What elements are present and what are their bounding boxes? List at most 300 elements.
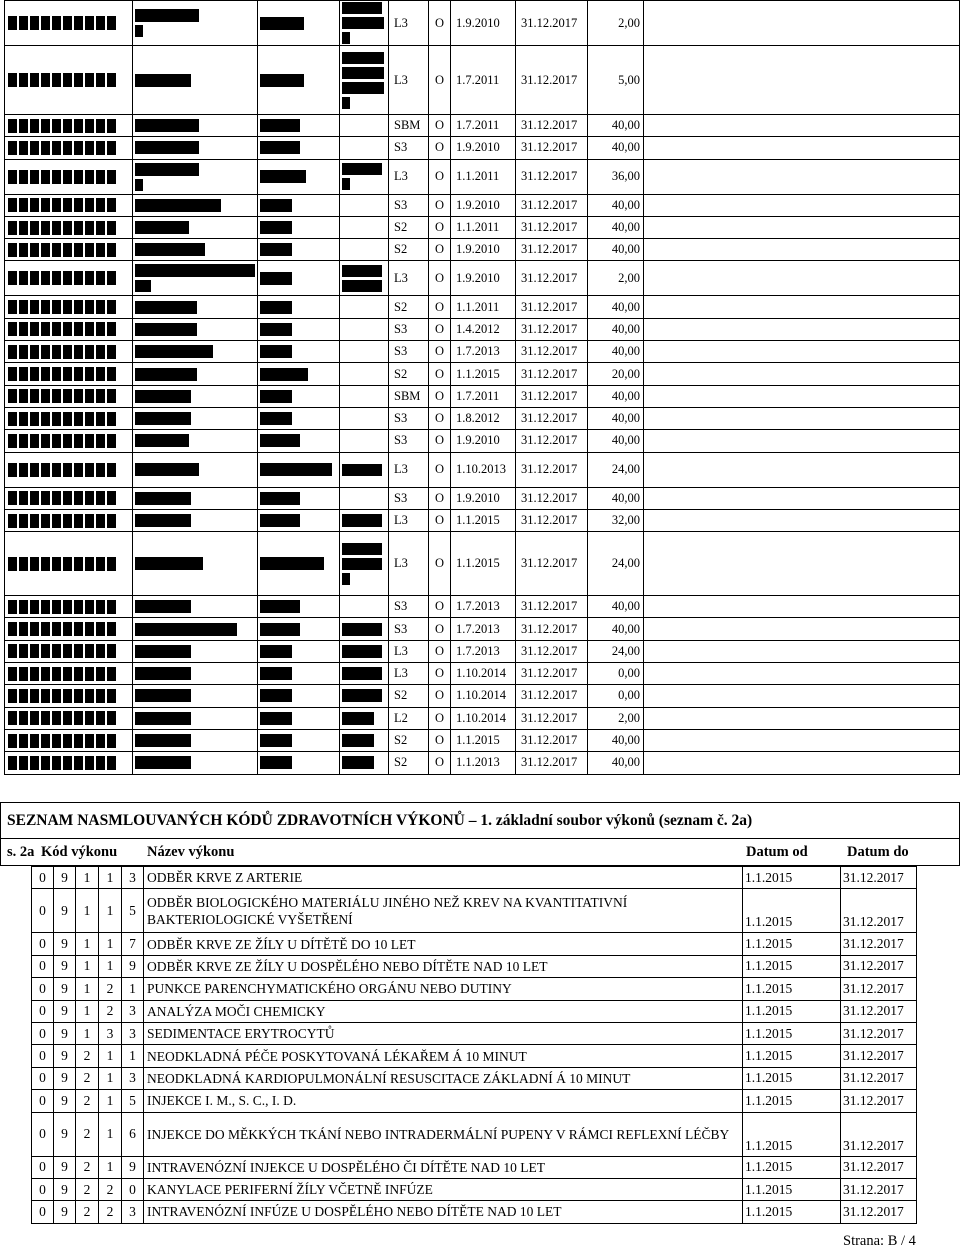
redacted-id-cell: [5, 487, 133, 509]
staff-type: O: [429, 159, 451, 194]
staff-type: O: [429, 239, 451, 261]
redacted-digit: [19, 689, 28, 703]
staff-category: S3: [389, 487, 429, 509]
staff-row: [5, 194, 960, 216]
staff-row: [5, 1, 960, 46]
redacted-digit: [41, 412, 50, 426]
staff-empty-cell: [644, 532, 960, 596]
staff-date-to: 31.12.2017: [516, 618, 588, 640]
redacted-digit: [19, 491, 28, 505]
redacted-digit: [41, 243, 50, 257]
staff-date-from: 1.1.2011: [451, 296, 516, 318]
staff-date-to: 31.12.2017: [516, 532, 588, 596]
redacted-extra: [342, 52, 384, 64]
redacted-digit: [8, 644, 17, 658]
redacted-id-cell: [5, 430, 133, 452]
redacted-digit: [19, 514, 28, 528]
staff-row: [5, 752, 960, 774]
redacted-title: [260, 17, 304, 30]
redacted-digit: [30, 170, 39, 184]
redacted-digit: [63, 221, 72, 235]
staff-category: S2: [389, 685, 429, 707]
redacted-digit: [85, 170, 94, 184]
staff-type: O: [429, 707, 451, 729]
redacted-name-cell: [133, 707, 258, 729]
redacted-digit: [41, 73, 50, 87]
redacted-title-cell: [258, 596, 340, 618]
staff-empty-cell: [644, 194, 960, 216]
redacted-digit: [107, 322, 116, 336]
redacted-digit: [85, 557, 94, 571]
redacted-digit: [107, 557, 116, 571]
redacted-digit: [19, 221, 28, 235]
staff-hours: 40,00: [588, 729, 644, 751]
staff-date-from: 1.1.2015: [451, 729, 516, 751]
code-digit: 1: [76, 889, 99, 933]
redacted-extra-cell: [340, 596, 389, 618]
redacted-digit: [107, 243, 116, 257]
redacted-digit: [74, 667, 83, 681]
redacted-digit: [63, 198, 72, 212]
staff-date-from: 1.7.2013: [451, 596, 516, 618]
redacted-digit: [8, 514, 17, 528]
redacted-digit: [52, 271, 61, 285]
staff-type: O: [429, 487, 451, 509]
redacted-digit: [19, 345, 28, 359]
redacted-digit: [96, 514, 105, 528]
staff-date-to: 31.12.2017: [516, 707, 588, 729]
redacted-name: [135, 25, 143, 37]
staff-type: O: [429, 115, 451, 137]
redacted-extra-cell: [340, 1, 389, 46]
redacted-digit: [52, 412, 61, 426]
staff-category: L3: [389, 509, 429, 531]
redacted-id-cell: [5, 115, 133, 137]
redacted-id-cell: [5, 707, 133, 729]
redacted-id-cell: [5, 296, 133, 318]
redacted-extra: [342, 543, 382, 555]
staff-date-to: 31.12.2017: [516, 729, 588, 751]
staff-category: L3: [389, 46, 429, 115]
redacted-digit: [8, 434, 17, 448]
redacted-digit: [8, 221, 17, 235]
redacted-digit: [41, 434, 50, 448]
redacted-digit: [96, 711, 105, 725]
redacted-digit: [63, 16, 72, 30]
redacted-digit: [8, 667, 17, 681]
staff-date-to: 31.12.2017: [516, 216, 588, 238]
redacted-digit: [41, 198, 50, 212]
procedure-date-from: 1.1.2015: [743, 955, 841, 977]
redacted-id-cell: [5, 532, 133, 596]
redacted-id-cell: [5, 407, 133, 429]
code-digit: 0: [122, 1178, 144, 1200]
redacted-digit: [85, 243, 94, 257]
redacted-digit: [107, 644, 116, 658]
redacted-digit: [63, 434, 72, 448]
redacted-extra-cell: [340, 752, 389, 774]
redacted-digit: [52, 300, 61, 314]
staff-hours: 40,00: [588, 216, 644, 238]
redacted-name: [135, 514, 191, 527]
redacted-digit: [74, 689, 83, 703]
redacted-digit: [85, 667, 94, 681]
redacted-digit: [85, 514, 94, 528]
redacted-digit: [52, 557, 61, 571]
section-title: SEZNAM NASMLOUVANÝCH KÓDŮ ZDRAVOTNÍCH VÝKONŮ – 1. základní soubor výkonů (seznam č. 2a): [0, 802, 960, 838]
redacted-extra-cell: [340, 532, 389, 596]
redacted-digit: [63, 734, 72, 748]
redacted-extra-cell: [340, 385, 389, 407]
redacted-digit: [19, 322, 28, 336]
redacted-title: [260, 272, 292, 285]
code-digit: 9: [54, 1156, 76, 1178]
redacted-digit: [19, 73, 28, 87]
redacted-digit: [30, 345, 39, 359]
redacted-digit: [96, 463, 105, 477]
procedure-row: [32, 1090, 917, 1112]
redacted-digit: [8, 16, 17, 30]
staff-date-to: 31.12.2017: [516, 685, 588, 707]
redacted-id-cell: [5, 685, 133, 707]
procedure-name: NEODKLADNÁ KARDIOPULMONÁLNÍ RESUSCITACE ZÁKLADNÍ Á 10 MINUT: [144, 1067, 743, 1089]
redacted-extra: [342, 178, 350, 190]
procedure-date-from: 1.1.2015: [743, 1156, 841, 1178]
staff-hours: 24,00: [588, 640, 644, 662]
code-digit: 0: [32, 1022, 54, 1044]
staff-category: SBM: [389, 115, 429, 137]
redacted-digit: [85, 16, 94, 30]
redacted-digit: [8, 412, 17, 426]
redacted-extra-cell: [340, 487, 389, 509]
redacted-digit: [85, 300, 94, 314]
redacted-digit: [96, 756, 105, 770]
redacted-digit: [52, 198, 61, 212]
staff-row: [5, 159, 960, 194]
redacted-title-cell: [258, 385, 340, 407]
redacted-title: [260, 301, 292, 314]
redacted-digit: [107, 73, 116, 87]
redacted-digit: [63, 367, 72, 381]
staff-date-to: 31.12.2017: [516, 115, 588, 137]
staff-empty-cell: [644, 407, 960, 429]
staff-hours: 36,00: [588, 159, 644, 194]
redacted-name: [135, 689, 191, 702]
redacted-name: [135, 199, 221, 212]
procedure-name: PUNKCE PARENCHYMATICKÉHO ORGÁNU NEBO DUTINY: [144, 978, 743, 1000]
staff-date-from: 1.9.2010: [451, 194, 516, 216]
redacted-title: [260, 74, 304, 87]
staff-row: [5, 407, 960, 429]
staff-date-from: 1.10.2013: [451, 452, 516, 487]
redacted-digit: [96, 271, 105, 285]
staff-type: O: [429, 341, 451, 363]
procedure-date-to: 31.12.2017: [841, 867, 917, 889]
redacted-extra: [342, 667, 382, 680]
staff-type: O: [429, 407, 451, 429]
code-digit: 1: [76, 1000, 99, 1022]
code-digit: 9: [54, 1000, 76, 1022]
redacted-title: [260, 645, 292, 658]
redacted-title: [260, 119, 300, 132]
staff-hours: 0,00: [588, 663, 644, 685]
redacted-digit: [52, 756, 61, 770]
redacted-name-cell: [133, 663, 258, 685]
redacted-extra: [342, 97, 350, 109]
redacted-digit: [41, 141, 50, 155]
redacted-id-cell: [5, 752, 133, 774]
redacted-digit: [74, 243, 83, 257]
redacted-digit: [8, 711, 17, 725]
redacted-extra: [342, 558, 382, 570]
redacted-digit: [107, 514, 116, 528]
redacted-title: [260, 712, 292, 725]
redacted-digit: [74, 367, 83, 381]
redacted-digit: [63, 644, 72, 658]
staff-row: [5, 385, 960, 407]
redacted-digit: [74, 345, 83, 359]
redacted-title-cell: [258, 430, 340, 452]
redacted-digit: [52, 491, 61, 505]
staff-type: O: [429, 685, 451, 707]
code-digit: 5: [122, 1090, 144, 1112]
redacted-extra: [342, 734, 374, 747]
redacted-digit: [19, 300, 28, 314]
staff-date-from: 1.1.2015: [451, 509, 516, 531]
procedure-name: INJEKCE DO MĚKKÝCH TKÁNÍ NEBO INTRADERMÁLNÍ PUPENY V RÁMCI REFLEXNÍ LÉČBY: [144, 1112, 743, 1156]
code-digit: 2: [99, 1201, 122, 1223]
redacted-title-cell: [258, 341, 340, 363]
procedure-row: [32, 978, 917, 1000]
redacted-name-cell: [133, 216, 258, 238]
redacted-digit: [85, 322, 94, 336]
redacted-name: [135, 412, 191, 425]
redacted-extra-cell: [340, 618, 389, 640]
staff-category: S3: [389, 407, 429, 429]
procedure-name: INJEKCE I. M., S. C., I. D.: [144, 1090, 743, 1112]
redacted-digit: [8, 170, 17, 184]
redacted-digit: [63, 73, 72, 87]
redacted-title-cell: [258, 363, 340, 385]
code-digit: 3: [122, 1022, 144, 1044]
redacted-digit: [96, 221, 105, 235]
procedure-date-from: 1.1.2015: [743, 1201, 841, 1223]
redacted-digit: [41, 711, 50, 725]
redacted-digit: [52, 644, 61, 658]
staff-empty-cell: [644, 707, 960, 729]
code-digit: 1: [76, 867, 99, 889]
procedure-date-from: 1.1.2015: [743, 933, 841, 955]
staff-hours: 40,00: [588, 618, 644, 640]
staff-category: S2: [389, 296, 429, 318]
redacted-digit: [96, 557, 105, 571]
redacted-digit: [8, 600, 17, 614]
redacted-name-cell: [133, 159, 258, 194]
redacted-name: [135, 264, 255, 277]
code-digit: 9: [54, 1112, 76, 1156]
redacted-name: [135, 243, 205, 256]
redacted-name-cell: [133, 618, 258, 640]
code-digit: 1: [76, 1022, 99, 1044]
staff-empty-cell: [644, 115, 960, 137]
redacted-digit: [30, 271, 39, 285]
redacted-digit: [8, 300, 17, 314]
redacted-digit: [8, 119, 17, 133]
redacted-name-cell: [133, 261, 258, 296]
redacted-digit: [41, 16, 50, 30]
staff-date-from: 1.10.2014: [451, 685, 516, 707]
redacted-digit: [30, 412, 39, 426]
staff-date-to: 31.12.2017: [516, 452, 588, 487]
code-digit: 9: [54, 1201, 76, 1223]
staff-empty-cell: [644, 729, 960, 751]
redacted-digit: [19, 271, 28, 285]
redacted-digit: [30, 367, 39, 381]
redacted-id-cell: [5, 341, 133, 363]
redacted-digit: [41, 170, 50, 184]
procedure-name: KANYLACE PERIFERNÍ ŽÍLY VČETNĚ INFÚZE: [144, 1178, 743, 1200]
redacted-digit: [107, 491, 116, 505]
staff-date-to: 31.12.2017: [516, 261, 588, 296]
code-digit: 2: [99, 978, 122, 1000]
code-digit: 1: [76, 978, 99, 1000]
staff-date-to: 31.12.2017: [516, 430, 588, 452]
procedure-row: [32, 1112, 917, 1156]
staff-date-to: 31.12.2017: [516, 487, 588, 509]
redacted-digit: [30, 756, 39, 770]
staff-row: [5, 239, 960, 261]
procedure-row: [32, 933, 917, 955]
staff-date-from: 1.9.2010: [451, 239, 516, 261]
staff-category: L3: [389, 532, 429, 596]
redacted-digit: [96, 622, 105, 636]
procedure-date-from: 1.1.2015: [743, 889, 841, 933]
redacted-digit: [107, 198, 116, 212]
redacted-extra-cell: [340, 685, 389, 707]
code-digit: 2: [76, 1112, 99, 1156]
code-digit: 9: [122, 1156, 144, 1178]
staff-hours: 40,00: [588, 596, 644, 618]
staff-category: L3: [389, 452, 429, 487]
staff-type: O: [429, 596, 451, 618]
redacted-digit: [63, 514, 72, 528]
staff-category: S3: [389, 430, 429, 452]
procedure-date-to: 31.12.2017: [841, 1045, 917, 1067]
code-digit: 7: [122, 933, 144, 955]
redacted-id-cell: [5, 261, 133, 296]
redacted-extra-cell: [340, 363, 389, 385]
procedure-row: [32, 1000, 917, 1022]
redacted-id-cell: [5, 618, 133, 640]
redacted-digit: [41, 491, 50, 505]
redacted-digit: [19, 16, 28, 30]
redacted-id-cell: [5, 385, 133, 407]
procedure-name: SEDIMENTACE ERYTROCYTŮ: [144, 1022, 743, 1044]
redacted-digit: [74, 16, 83, 30]
redacted-digit: [30, 667, 39, 681]
redacted-name-cell: [133, 385, 258, 407]
staff-hours: 24,00: [588, 532, 644, 596]
code-digit: 9: [54, 933, 76, 955]
redacted-name: [135, 667, 191, 680]
redacted-name-cell: [133, 137, 258, 159]
redacted-digit: [41, 221, 50, 235]
code-digit: 0: [32, 1067, 54, 1089]
staff-date-from: 1.10.2014: [451, 663, 516, 685]
redacted-digit: [52, 600, 61, 614]
staff-date-to: 31.12.2017: [516, 137, 588, 159]
staff-date-from: 1.10.2014: [451, 707, 516, 729]
staff-empty-cell: [644, 239, 960, 261]
redacted-extra-cell: [340, 452, 389, 487]
redacted-name: [135, 756, 191, 769]
redacted-digit: [19, 367, 28, 381]
staff-type: O: [429, 532, 451, 596]
redacted-digit: [63, 322, 72, 336]
staff-row: [5, 216, 960, 238]
redacted-name: [135, 179, 143, 191]
redacted-title: [260, 514, 300, 527]
redacted-digit: [74, 434, 83, 448]
staff-hours: 40,00: [588, 296, 644, 318]
redacted-name-cell: [133, 407, 258, 429]
redacted-id-cell: [5, 46, 133, 115]
redacted-extra: [342, 265, 382, 277]
procedure-name: ODBĚR KRVE ZE ŽÍLY U DOSPĚLÉHO NEBO DÍTĚTE NAD 10 LET: [144, 955, 743, 977]
staff-empty-cell: [644, 752, 960, 774]
redacted-digit: [8, 367, 17, 381]
redacted-digit: [107, 221, 116, 235]
redacted-id-cell: [5, 363, 133, 385]
redacted-digit: [96, 170, 105, 184]
redacted-extra: [342, 623, 382, 636]
code-digit: 3: [122, 1201, 144, 1223]
staff-row: [5, 296, 960, 318]
code-digit: 3: [99, 1022, 122, 1044]
code-digit: 1: [76, 933, 99, 955]
redacted-digit: [52, 221, 61, 235]
redacted-title-cell: [258, 509, 340, 531]
redacted-title-cell: [258, 261, 340, 296]
redacted-digit: [107, 734, 116, 748]
procedure-row: [32, 1178, 917, 1200]
redacted-digit: [74, 734, 83, 748]
redacted-digit: [63, 491, 72, 505]
procedures-table-body: [32, 867, 917, 1224]
staff-date-to: 31.12.2017: [516, 296, 588, 318]
redacted-digit: [107, 689, 116, 703]
redacted-digit: [41, 622, 50, 636]
redacted-digit: [74, 271, 83, 285]
redacted-id-cell: [5, 137, 133, 159]
redacted-title: [260, 323, 292, 336]
redacted-id-cell: [5, 729, 133, 751]
redacted-id-cell: [5, 663, 133, 685]
redacted-digit: [74, 644, 83, 658]
redacted-digit: [52, 711, 61, 725]
redacted-digit: [85, 491, 94, 505]
redacted-digit: [8, 622, 17, 636]
redacted-digit: [96, 367, 105, 381]
redacted-title: [260, 243, 292, 256]
staff-date-to: 31.12.2017: [516, 752, 588, 774]
staff-date-to: 31.12.2017: [516, 318, 588, 340]
staff-row: [5, 596, 960, 618]
redacted-digit: [19, 119, 28, 133]
col-date-from: Datum od: [746, 844, 808, 860]
redacted-name: [135, 280, 151, 292]
redacted-name: [135, 557, 203, 570]
